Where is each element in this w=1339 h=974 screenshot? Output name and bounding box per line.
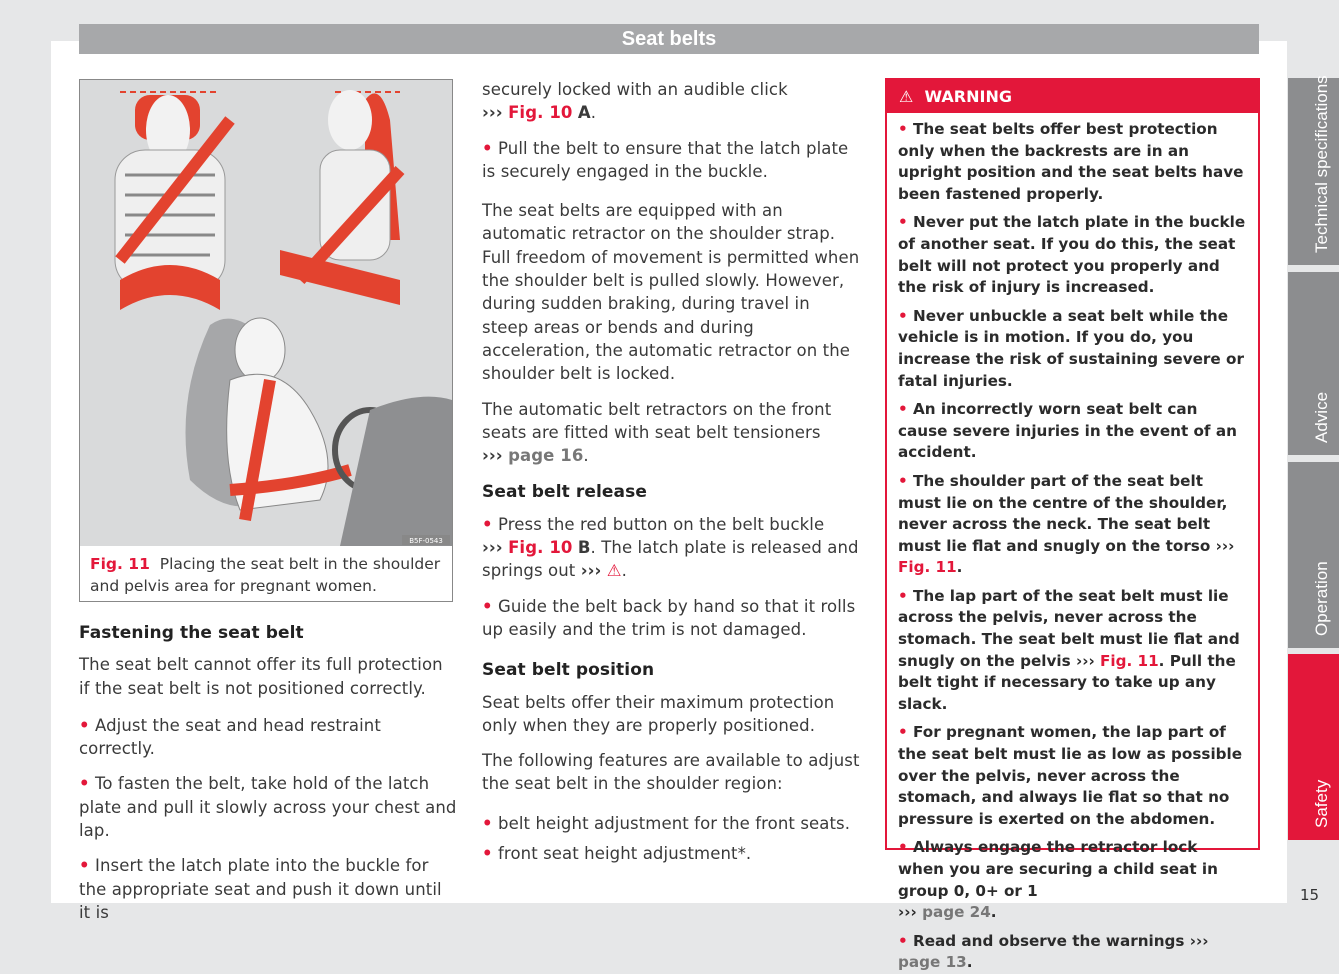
intro-text: The seat belt cannot offer its full protection if the seat belt is not positioned correctly. [79, 655, 443, 698]
list-item: • Press the red button on the belt buckle ››› Fig. 10 B. The latch plate is released and springs out ››› ⚠. [482, 514, 859, 581]
tab-technical-specifications[interactable]: Technical specifications [1288, 78, 1339, 265]
list-item: • Insert the latch plate into the buckle for the appropriate seat and push it down until it is [79, 856, 442, 922]
figure-11 [79, 79, 453, 602]
heading-fastening: Fastening the seat belt [79, 623, 304, 643]
fig-10-link[interactable]: Fig. 10 [508, 103, 573, 123]
list-item: • front seat height adjustment*. [482, 844, 752, 864]
list-item: • To fasten the belt, take hold of the latch plate and pull it slowly across your chest and lap. [79, 774, 457, 841]
warning-box [885, 78, 1260, 972]
figure-label: Fig. 11 [90, 555, 150, 573]
continued-text: securely locked with an audible click ››› Fig. 10 A. [482, 80, 788, 123]
fig-11-link[interactable]: Fig. 11 [898, 558, 957, 577]
warning-item: • For pregnant women, the lap part of the seat belt must lie as low as possible over the pelvis, never across the stomach, and always lie flat so that no pressure is exerted on the abdomen. [898, 723, 1243, 828]
warning-item: • The lap part of the seat belt must lie across the pelvis, never across the stomach. The seat belt must lie flat and snugly on the pelvis ››› Fig. 11. Pull the belt tight if necessary to take up any slack. [898, 586, 1240, 713]
heading-release: Seat belt release [482, 482, 647, 503]
list-item: • Guide the belt back by hand so that it rolls up easily and the trim is not damaged. [482, 596, 856, 639]
bullet-icon: • [79, 715, 90, 735]
warning-triangle-icon: ⚠ [899, 87, 914, 106]
column-1 [79, 616, 457, 936]
warning-item: • Read and observe the warnings ››› page 13. [898, 931, 1209, 972]
warning-item: • Always engage the retractor lock when you are securing a child seat in group 0, 0+ or 1 ››› page 24. [898, 838, 1218, 922]
page-number: 15 [1300, 886, 1320, 904]
page-24-link[interactable]: page 24 [922, 903, 991, 922]
page-13-link[interactable]: page 13 [898, 953, 967, 972]
bullet-icon: • [79, 774, 90, 794]
paragraph: The automatic belt retractors on the front seats are fitted with seat belt tensioners ››› page 16. [482, 399, 832, 466]
warning-item: • Never put the latch plate in the buckle of another seat. If you do this, the seat belt will not protect you properly and the risk of injury is increased. [898, 213, 1246, 297]
paragraph: The following features are available to adjust the seat belt in the shoulder region: [482, 751, 860, 794]
page-16-link[interactable]: page 16 [508, 446, 584, 466]
heading-position: Seat belt position [482, 660, 655, 681]
warning-item: • An incorrectly worn seat belt can cause severe injuries in the event of an accident. [898, 400, 1237, 462]
fig-10-link[interactable]: Fig. 10 [508, 538, 573, 558]
tab-operation[interactable]: Operation [1288, 462, 1339, 648]
list-item: • Pull the belt to ensure that the latch plate is securely engaged in the buckle. [482, 138, 849, 181]
page-title: Seat belts [79, 24, 1259, 54]
bullet-icon: • [482, 138, 493, 158]
figure-caption [80, 546, 452, 604]
figure-code: B5F-0543 [409, 537, 443, 545]
list-item: • Adjust the seat and head restraint correctly. [79, 715, 381, 759]
paragraph: The seat belts are equipped with an automatic retractor on the shoulder strap. Full freedom of movement is permitted when the shoulder belt is pulled slowly. However, during sudden braking, during travel in steep areas or bends and during acceleration, the automatic retractor on the shoulder belt is locked. [482, 201, 860, 384]
fig-11-link[interactable]: Fig. 11 [1100, 651, 1159, 670]
tab-advice[interactable]: Advice [1288, 272, 1339, 455]
caption-text: Placing the seat belt in the shoulder and pelvis area for pregnant women. [90, 555, 441, 595]
warning-item: • The seat belts offer best protection only when the backrests are in an upright position and the seat belts have been fastened properly. [898, 120, 1244, 203]
tab-safety[interactable]: Safety [1288, 654, 1339, 840]
column-2 [482, 78, 860, 877]
warning-header: ⚠ WARNING [887, 80, 1258, 113]
warning-item: • Never unbuckle a seat belt while the vehicle is in motion. If you do, you increase the risk of sustaining severe or fatal injuries. [898, 306, 1244, 390]
warning-item: • The shoulder part of the seat belt must lie on the centre of the shoulder, never across the neck. The seat belt must lie flat and snugly on the torso ››› Fig. 11. [898, 471, 1235, 577]
pregnant-seat-belt-illustration [80, 80, 452, 546]
warning-triangle-icon[interactable]: ⚠ [606, 561, 622, 581]
bullet-icon: • [79, 856, 90, 876]
paragraph: Seat belts offer their maximum protection only when they are properly positioned. [482, 692, 835, 735]
list-item: • belt height adjustment for the front seats. [482, 813, 851, 833]
